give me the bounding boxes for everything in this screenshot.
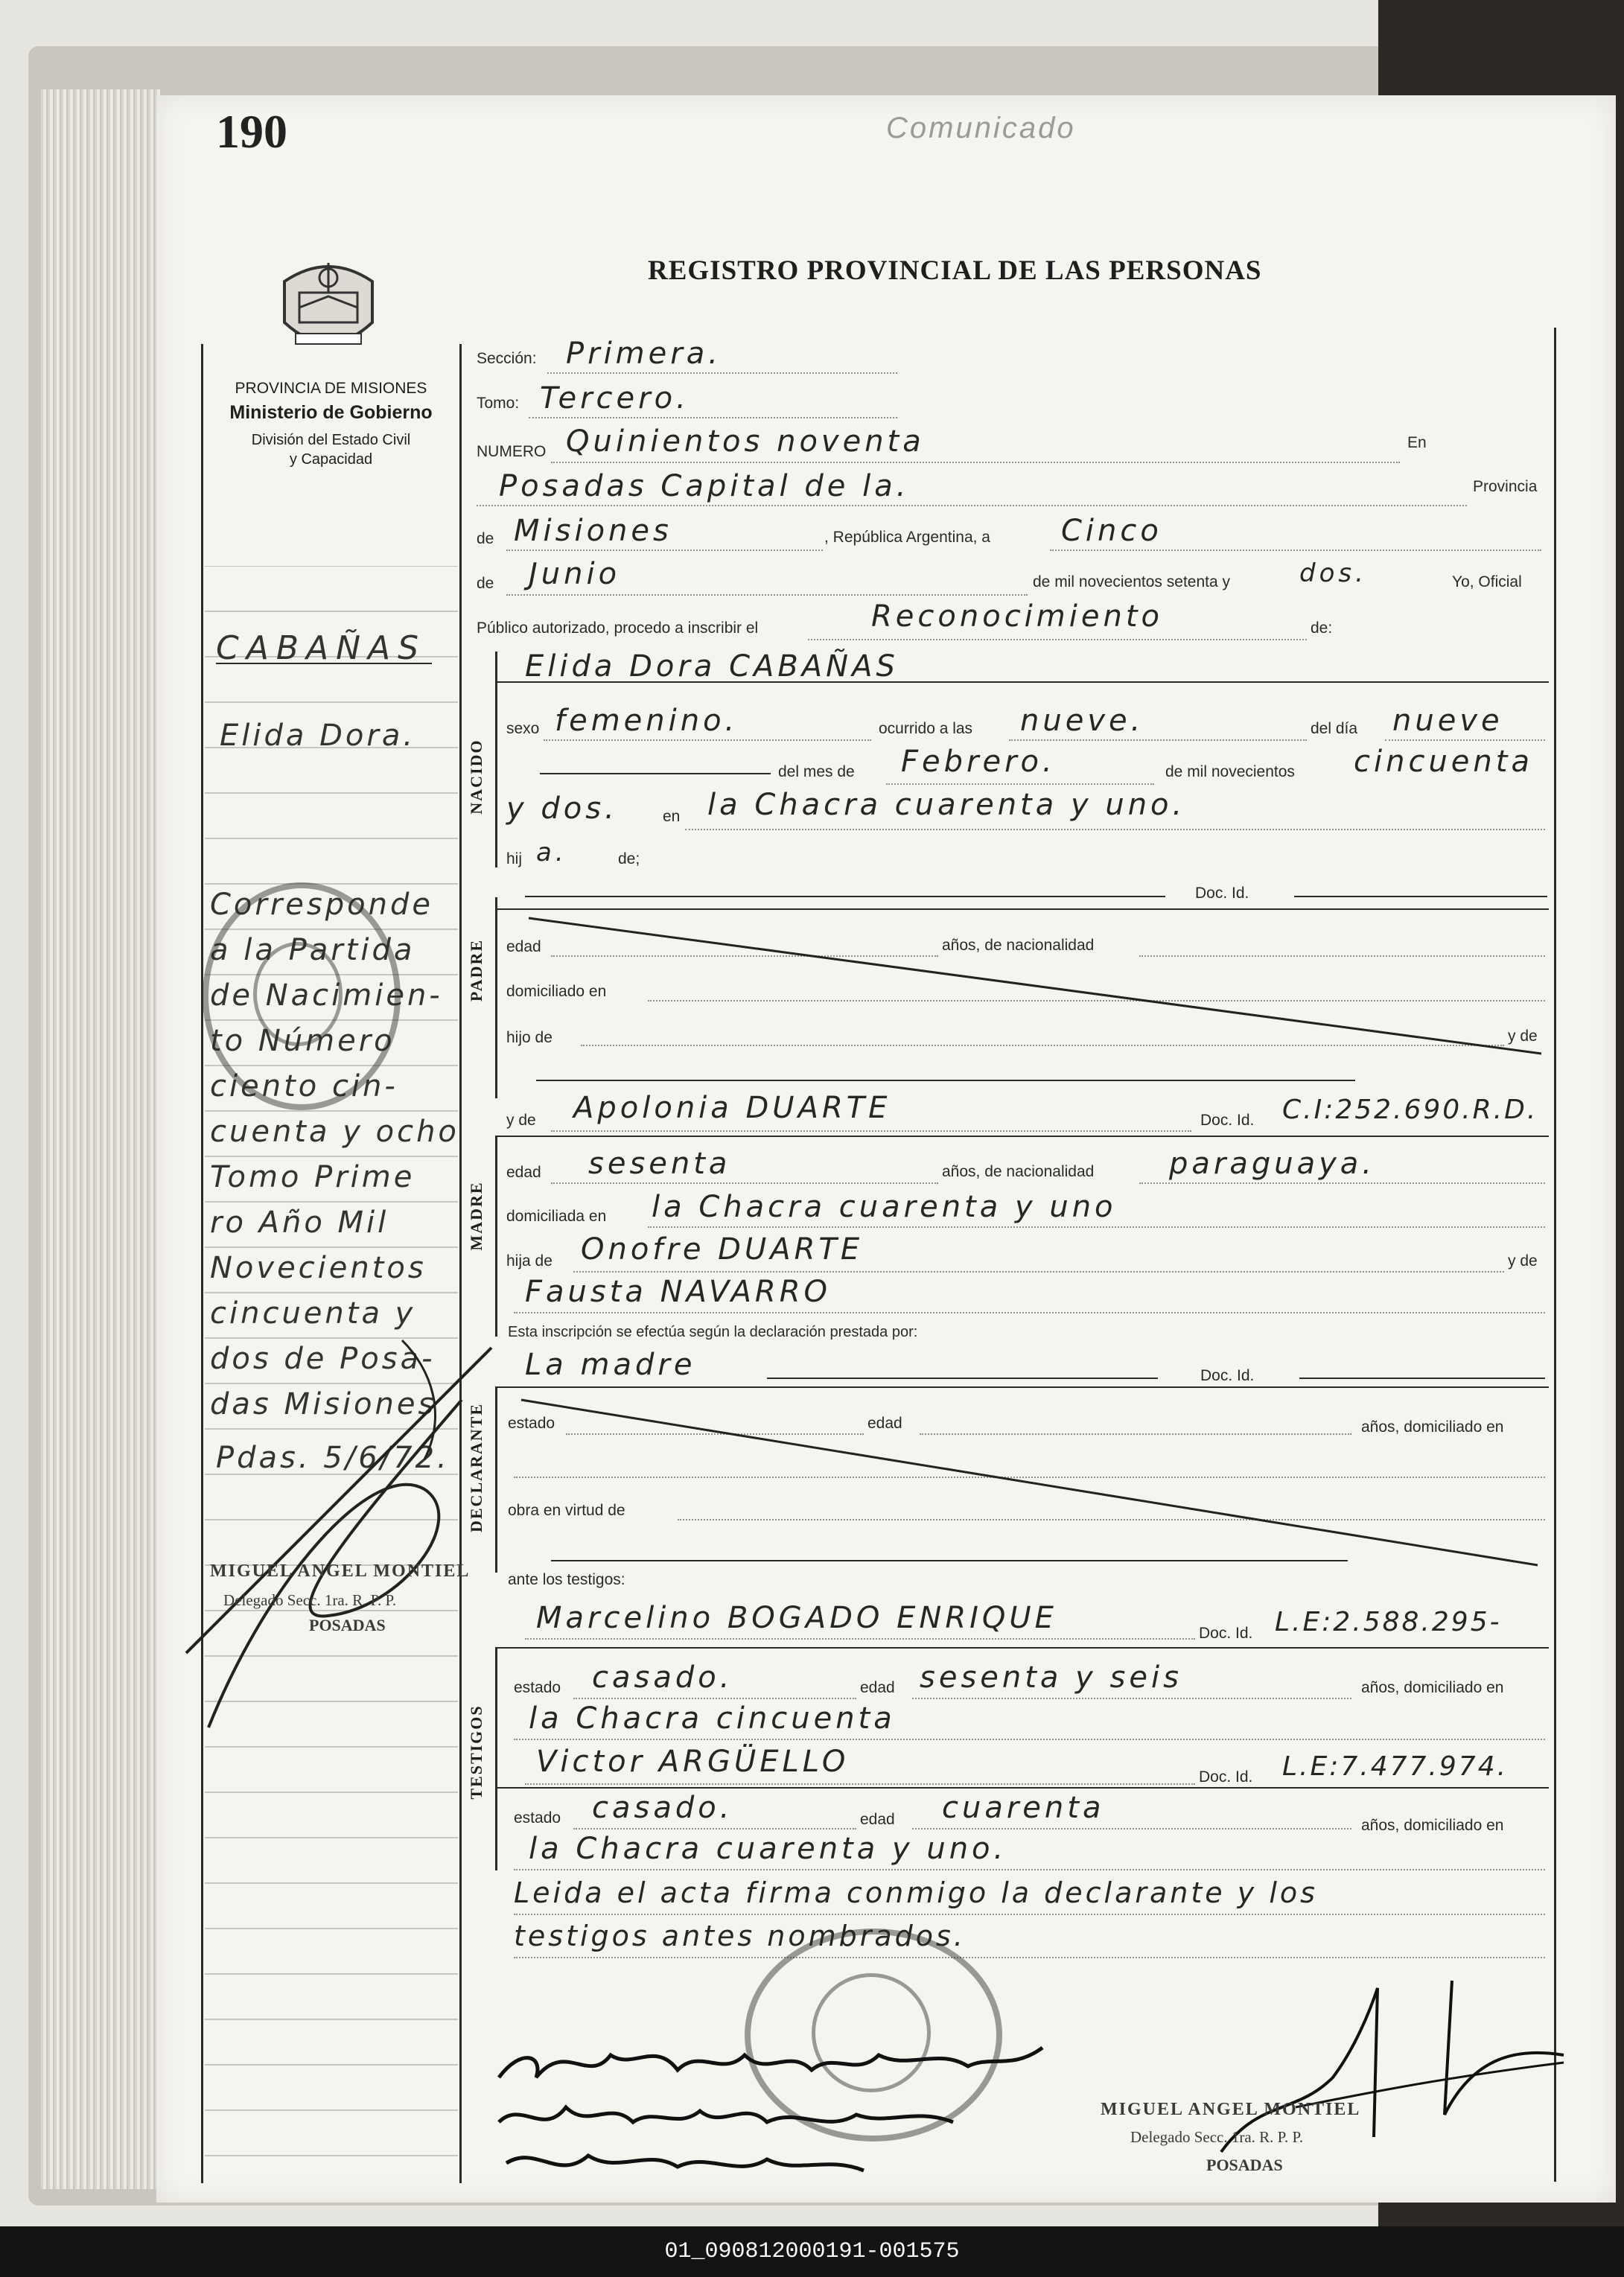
day-born-line (1385, 739, 1545, 741)
witness2-estado-label: estado (514, 1809, 561, 1827)
province-label: PROVINCIA DE MISIONES (235, 380, 427, 397)
stamp-role-bottom: Delegado Secc. 1ra. R. P. P. (1130, 2128, 1304, 2146)
testigos-section-line (495, 1647, 497, 1870)
witness1-edad-value: sesenta y seis (920, 1660, 1182, 1695)
declarante-name-rule (767, 1378, 1158, 1379)
declarante-obra-label: obra en virtud de (508, 1502, 625, 1519)
witness2-estado-line (573, 1828, 856, 1829)
margin-note-line: to Número (210, 1024, 395, 1058)
margin-note-line: cuenta y ocho (210, 1115, 459, 1149)
nacido-section-label: NACIDO (467, 739, 485, 815)
witness2-estado-value: casado. (592, 1791, 733, 1825)
witness2-edad-value: cuarenta (942, 1791, 1105, 1825)
hijo-value: a. (536, 838, 567, 867)
stamp-role-left: Delegado Secc. 1ra. R. P. P. (223, 1591, 397, 1609)
witness2-name-line (525, 1783, 1195, 1785)
witness2-doc-label: Doc. Id. (1199, 1768, 1253, 1786)
surname-underline (216, 663, 432, 664)
hour-line (1009, 739, 1307, 741)
year-label: de mil novecientos setenta y (1033, 573, 1230, 590)
republica-label: , República Argentina, a (824, 529, 990, 546)
witness1-dom-label: años, domiciliado en (1361, 1679, 1504, 1696)
file-name-bar (0, 2226, 1624, 2277)
division-label-2: y Capacidad (289, 451, 373, 468)
sexo-value: femenino. (555, 704, 739, 738)
padre-doc-label: Doc. Id. (1195, 885, 1249, 902)
page-number: 190 (216, 105, 287, 158)
nacido-name: Elida Dora CABAÑAS (525, 649, 899, 684)
madre-nacionalidad-label: años, de nacionalidad (942, 1163, 1095, 1180)
witness1-estado-line (573, 1698, 856, 1699)
closing-line-2-dots (514, 1957, 1545, 1958)
madre-father-line (573, 1271, 1504, 1273)
madre-domicilio-line (648, 1226, 1545, 1228)
margin-note-line: Corresponde (210, 888, 433, 922)
declarante-doc-rule (1299, 1378, 1545, 1379)
witness1-name: Marcelino BOGADO ENRIQUE (536, 1601, 1057, 1635)
margin-note-line: Novecientos (210, 1251, 427, 1285)
padre-top-rule (495, 908, 1549, 910)
madre-name-line (551, 1130, 1191, 1132)
padre-edad-label: edad (506, 938, 541, 955)
official-seal-left-inner (253, 942, 343, 1046)
year-value: dos. (1299, 558, 1367, 588)
declarante-intro: Esta inscripción se efectúa según la declaración prestada por: (508, 1324, 918, 1340)
declarante-section-label: DECLARANTE (467, 1402, 485, 1532)
witness1-estado-value: casado. (592, 1660, 733, 1695)
witness1-name-line (525, 1638, 1195, 1640)
margin-note-line: ro Año Mil (210, 1206, 389, 1240)
closing-line-1: Leida el acta firma conmigo la declarante y los (514, 1876, 1318, 1909)
de-born-label: de; (618, 850, 640, 867)
madre-section-line (495, 1136, 497, 1337)
margin-note-line: cincuenta y (210, 1296, 416, 1331)
margin-note-line: Tomo Prime (210, 1160, 415, 1194)
madre-doc-label: Doc. Id. (1200, 1112, 1255, 1129)
witness1-edad-line (912, 1698, 1351, 1699)
madre-nacionalidad-value: paraguaya. (1169, 1147, 1376, 1181)
hijo-label: hij (506, 850, 523, 867)
margin-note-line: de Nacimien- (210, 978, 443, 1013)
padre-nacionalidad-label: años, de nacionalidad (942, 937, 1095, 954)
nacido-section-line (495, 652, 497, 867)
madre-y-de2-label: y de (1508, 1252, 1538, 1270)
place-born-line (685, 829, 1545, 830)
de-label-2: de (477, 575, 494, 592)
day-value: Cinco (1061, 514, 1162, 548)
blank-rule (540, 773, 771, 774)
margin-note-line: a la Partida (210, 933, 415, 967)
madre-doc-value: C.I:252.690.R.D. (1282, 1095, 1538, 1125)
witness2-name: Victor ARGÜELLO (536, 1745, 850, 1779)
tomo-line (529, 417, 897, 418)
year-born-label: de mil novecientos (1165, 763, 1295, 780)
month-born-line (886, 783, 1154, 785)
witness1-doc-label: Doc. Id. (1199, 1625, 1253, 1642)
madre-name: Apolonia DUARTE (573, 1091, 891, 1125)
seccion-label: Sección: (477, 350, 537, 367)
month-value: Junio (529, 557, 621, 591)
witness1-edad-label: edad (860, 1679, 895, 1696)
padre-domiciliado-label: domiciliado en (506, 983, 607, 1000)
place-line (477, 505, 1467, 506)
declarante-section-line (495, 1386, 497, 1573)
declarante-top-rule (495, 1386, 1549, 1388)
province-line (506, 550, 823, 551)
de-colon-label: de: (1311, 620, 1333, 637)
month-line (506, 594, 1028, 596)
act-type-value: Reconocimiento (871, 599, 1163, 634)
file-name: 01_090812000191-001575 (664, 2239, 960, 2264)
witness1-doc-value: L.E:2.588.295- (1275, 1607, 1502, 1637)
witness2-dom-value: la Chacra cuarenta y uno. (529, 1832, 1007, 1866)
madre-y-de-label: y de (506, 1112, 536, 1129)
madre-mother-value: Fausta NAVARRO (525, 1275, 831, 1309)
margin-surname: CABAÑAS (216, 629, 427, 667)
madre-section-label: MADRE (467, 1181, 485, 1251)
witness2-edad-label: edad (860, 1811, 895, 1828)
de-label: de (477, 530, 494, 547)
madre-top-rule (495, 1136, 1549, 1137)
column-divider (459, 344, 462, 2183)
witness2-edad-line (912, 1828, 1351, 1829)
sexo-label: sexo (506, 720, 540, 737)
madre-edad-label: edad (506, 1164, 541, 1181)
margin-given-names: Elida Dora. (220, 719, 416, 753)
numero-label: NUMERO (477, 443, 547, 460)
division-label-1: División del Estado Civil (251, 432, 411, 448)
page-stack (41, 89, 160, 2189)
year-born-value: cincuenta (1354, 745, 1533, 779)
padre-section-label: PADRE (467, 938, 485, 1002)
en-born-label: en (663, 808, 681, 825)
stamp-name-left: MIGUEL ANGEL MONTIEL (210, 1561, 471, 1581)
padre-bottom-rule (536, 1080, 1355, 1081)
madre-hija-label: hija de (506, 1252, 553, 1270)
padre-section-line (495, 897, 497, 1098)
witness2-rule (495, 1787, 1549, 1789)
testigos-top-rule (495, 1647, 1549, 1649)
declarante-doc-label: Doc. Id. (1200, 1367, 1255, 1384)
tomo-label: Tomo: (477, 395, 520, 412)
closing-line-1-dots (514, 1914, 1545, 1915)
document-title: REGISTRO PROVINCIAL DE LAS PERSONAS (648, 255, 1262, 286)
witness1-dom-line (514, 1739, 1545, 1740)
sexo-line (544, 739, 871, 741)
padre-strike-line (521, 912, 1549, 1061)
madre-edad-line (551, 1182, 938, 1184)
right-border-line (1554, 328, 1556, 2182)
signatures (477, 1966, 1579, 2189)
annotation-comunicado: Comunicado (886, 112, 1076, 144)
tomo-value: Tercero. (540, 381, 690, 415)
witness2-doc-value: L.E:7.477.974. (1282, 1751, 1509, 1782)
en-label: En (1407, 434, 1427, 451)
margin-note-line: dos de Posa- (210, 1342, 436, 1376)
madre-edad-value: sesenta (588, 1147, 731, 1181)
numero-value: Quinientos noventa (566, 424, 925, 459)
margin-note-line: das Misiones (210, 1387, 437, 1421)
act-type-line (808, 639, 1307, 640)
stamp-name-bottom: MIGUEL ANGEL MONTIEL (1101, 2100, 1361, 2119)
closing-line-2: testigos antes nombrados. (514, 1920, 966, 1952)
place-value: Posadas Capital de la. (499, 469, 910, 503)
padre-y-de-label: y de (1508, 1028, 1538, 1045)
ministry-label: Ministerio de Gobierno (229, 402, 433, 423)
day-born-value: nueve (1392, 704, 1503, 738)
coat-of-arms-icon (277, 252, 380, 363)
testigos-intro: ante los testigos: (508, 1571, 625, 1588)
witness2-dom-label: años, domiciliado en (1361, 1817, 1504, 1834)
year-born-cont: y dos. (506, 792, 618, 826)
declarante-estado-label: estado (508, 1415, 555, 1432)
padre-name-rule (525, 896, 1165, 897)
provincia-label: Provincia (1473, 478, 1538, 495)
del-dia-label: del día (1311, 720, 1358, 737)
declarante-edad-label: edad (867, 1415, 902, 1432)
witness2-dom-line (514, 1869, 1545, 1870)
madre-domicilio-value: la Chacra cuarenta y uno (652, 1190, 1117, 1224)
oficial-label: Yo, Oficial (1452, 573, 1522, 590)
padre-hijo-label: hijo de (506, 1029, 553, 1046)
declarante-name: La madre (525, 1348, 696, 1382)
madre-mother-line (514, 1312, 1545, 1313)
madre-father-value: Onofre DUARTE (581, 1232, 864, 1267)
left-border-line (201, 344, 203, 2183)
month-born-value: Febrero. (901, 745, 1056, 779)
numero-line (551, 462, 1400, 463)
ocurrido-label: ocurrido a las (879, 720, 973, 737)
province-value: Misiones (514, 514, 672, 548)
testigos-section-label: TESTIGOS (467, 1704, 485, 1800)
witness1-dom-value: la Chacra cincuenta (529, 1701, 896, 1736)
witness1-estado-label: estado (514, 1679, 561, 1696)
margin-note-line: ciento cin- (210, 1069, 398, 1104)
seccion-value: Primera. (566, 337, 722, 371)
madre-domiciliada-label: domiciliada en (506, 1208, 607, 1225)
place-born-value: la Chacra cuarenta y uno. (707, 788, 1186, 822)
declarante-domiciliado-label: años, domiciliado en (1361, 1418, 1504, 1436)
madre-nacionalidad-line (1139, 1182, 1545, 1184)
seccion-line (547, 372, 897, 374)
del-mes-label: del mes de (778, 763, 855, 780)
stamp-place-bottom: POSADAS (1206, 2156, 1283, 2174)
publico-label: Público autorizado, procedo a inscribir el (477, 620, 759, 637)
declarante-strike-line (514, 1392, 1549, 1571)
stamp-place-left: POSADAS (309, 1616, 386, 1634)
hour-value: nueve. (1020, 704, 1144, 738)
padre-doc-rule (1294, 896, 1547, 897)
day-line (1050, 550, 1541, 551)
margin-place-date: Pdas. 5/6/72. (216, 1441, 450, 1475)
